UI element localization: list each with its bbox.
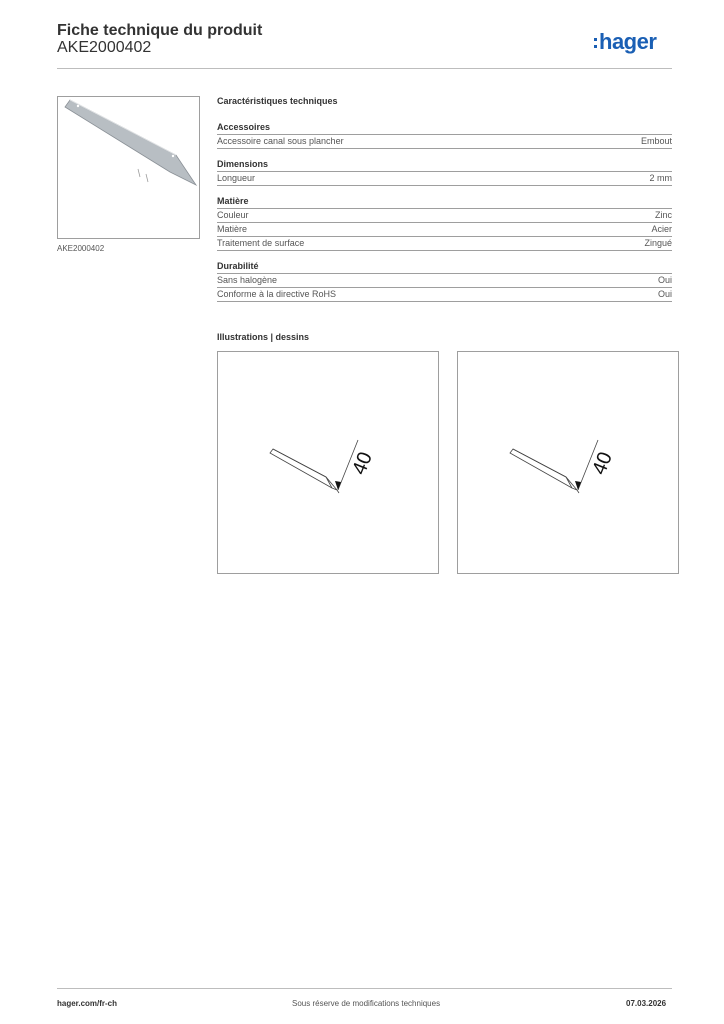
footer-date: 07.03.2026 bbox=[626, 999, 667, 1008]
spec-group-heading: Durabilité bbox=[217, 261, 672, 274]
product-code: AKE2000402 bbox=[57, 39, 152, 56]
dimension-drawing-icon bbox=[218, 352, 438, 573]
spec-group-dimensions bbox=[217, 159, 672, 186]
spec-label: Accessoire canal sous plancher bbox=[217, 136, 344, 146]
illustrations-title: Illustrations | dessins bbox=[217, 332, 310, 342]
spec-value: Embout bbox=[640, 136, 672, 146]
logo-text: hager bbox=[599, 29, 657, 54]
spec-row bbox=[217, 209, 672, 223]
spec-row bbox=[217, 288, 672, 302]
spec-label: Matière bbox=[217, 224, 248, 234]
technical-specs bbox=[217, 96, 672, 312]
spec-group-matiere bbox=[217, 196, 672, 251]
spec-label: Conforme à la directive RoHS bbox=[217, 289, 337, 299]
specs-title: Caractéristiques techniques bbox=[217, 96, 338, 106]
spec-value: Acier bbox=[651, 224, 672, 234]
spec-label: Couleur bbox=[217, 210, 249, 220]
dimension-drawing-icon bbox=[458, 352, 678, 573]
spec-label: Sans halogène bbox=[217, 275, 278, 285]
spec-group-heading: Dimensions bbox=[217, 159, 672, 172]
spec-row bbox=[217, 274, 672, 288]
spec-label: Traitement de surface bbox=[217, 238, 305, 248]
dimension-label: 40 bbox=[348, 449, 377, 478]
spec-group-accessoires bbox=[217, 122, 672, 149]
footer-divider bbox=[57, 988, 672, 989]
spec-value: 2 mm bbox=[649, 173, 672, 183]
product-image bbox=[57, 96, 200, 239]
spec-value: Oui bbox=[657, 275, 672, 285]
spec-group-heading: Matière bbox=[217, 196, 672, 209]
spec-value: Zinc bbox=[654, 210, 672, 220]
spec-label: Longueur bbox=[217, 173, 256, 183]
spec-value: Oui bbox=[657, 289, 672, 299]
footer-notice: Sous réserve de modifications techniques bbox=[292, 999, 441, 1008]
hager-logo bbox=[594, 29, 656, 55]
spec-row bbox=[217, 135, 672, 149]
spec-group-heading: Accessoires bbox=[217, 122, 672, 135]
spec-row bbox=[217, 223, 672, 237]
spec-row bbox=[217, 237, 672, 251]
end-cap-drawing-icon bbox=[58, 97, 199, 238]
footer-website-link[interactable]: hager.com/fr-ch bbox=[57, 999, 118, 1008]
page-title: Fiche technique du produit bbox=[57, 22, 263, 39]
illustration-drawing-2 bbox=[457, 351, 679, 574]
logo-colon-icon bbox=[594, 35, 597, 49]
product-image-caption: AKE2000402 bbox=[57, 244, 105, 253]
spec-row bbox=[217, 172, 672, 186]
header-divider bbox=[57, 68, 672, 69]
spec-group-durabilite bbox=[217, 261, 672, 302]
illustration-drawing-1 bbox=[217, 351, 439, 574]
dimension-label: 40 bbox=[588, 449, 617, 478]
spec-value: Zingué bbox=[644, 238, 672, 248]
